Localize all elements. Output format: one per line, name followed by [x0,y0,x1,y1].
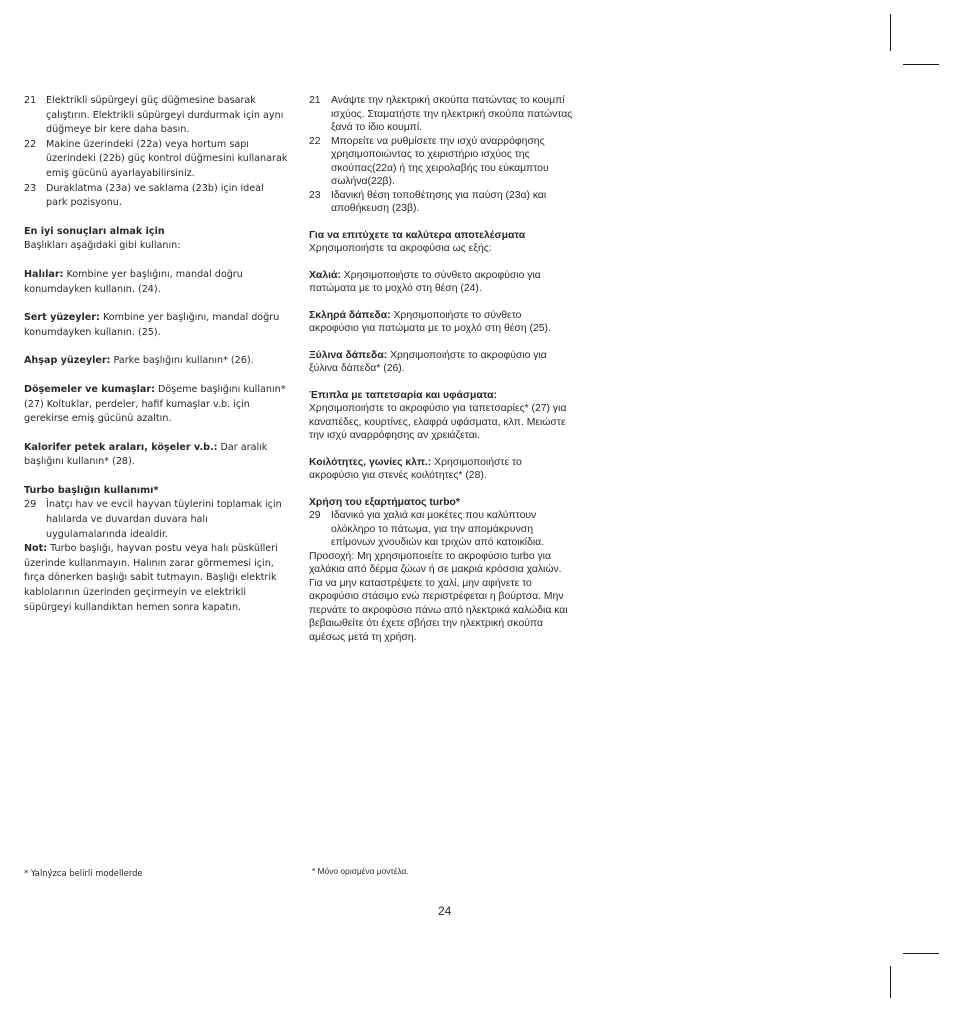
step-number: 21 [24,95,37,106]
step-number: 22 [309,135,321,147]
step-number: 21 [309,95,321,106]
step-22 [309,135,574,189]
step-number: 23 [24,182,37,194]
crop-mark-bottom-vertical [890,966,891,998]
step-21 [24,94,288,138]
use-crevices: Kalorifer petek araları, köşeler v.b.: Dar aralık başlığını kullanın* (28). [24,441,268,468]
step-22 [24,138,288,182]
use-upholstery: Döşemeler ve kumaşlar: Döşeme başlığını kullanın* (27) Koltuklar, perdeler, hafif kumaşlar v.b. için gerekirse emiş gücünü azaltın. [24,383,286,425]
turkish-footnote: * Yalnýzca belirli modellerde [24,868,143,878]
turbo-heading: Turbo başlığın kullanımı* [24,484,159,496]
step-text: Duraklatma (23a) ve saklama (23b) için ideal park pozisyonu. [46,182,264,209]
best-results-intro: Başlıkları aşağıdaki gibi kullanın: [24,240,181,252]
page-number: 24 [438,904,452,918]
turbo-note: Not: Turbo başlığı, hayvan postu veya halı püskülleri üzerinde kullanmayın. Halının zarar görmemesi için, fırça dönerken başlığı sabit tutmayın. Başlığı elektrik kablolarının üzerinden geçirmeyin ve elektrikli süpürgeyi kullandıktan hemen sonra kapatın. [24,543,278,613]
step-21 [309,94,574,135]
step-23 [24,182,288,211]
step-text: Ανάψτε την ηλεκτρική σκούπα πατώντας το κουμπί ισχύος. Σταματήστε την ηλεκτρική σκούπα πατώντας ξανά το ίδιο κουμπί. [331,95,573,133]
crop-mark-top-horizontal [903,64,939,65]
use-hard-floors: Σκληρά δάπεδα: Χρησιμοποιήστε το σύνθετο ακροφύσιο για πατώματα με το μοχλό στη θέση (25). [309,309,551,334]
crop-mark-top-vertical [890,14,891,51]
use-wood-floors: Ahşap yüzeyler: Parke başlığını kullanın* (26). [24,355,254,367]
use-crevices: Κοιλότητες, γωνίες κλπ.: Χρησιμοποιήστε το ακροφύσιο για στενές κοιλότητες* (28). [309,456,522,481]
step-23 [309,189,574,216]
step-text: Ιδανική θέση τοποθέτησης για παύση (23α) και αποθήκευση (23β). [331,189,547,214]
best-results-intro: Χρησιμοποιήστε τα ακροφύσια ως εξής: [309,243,492,254]
crop-mark-bottom-horizontal [903,953,939,954]
step-text: Ιδανικό για χαλιά και μοκέτες που καλύπτουν ολόκληρο το πάτωμα, για την απομάκρυνση επίμονων χνουδιών και τριχών από κατοικίδια. [331,510,545,548]
use-hard-floors: Sert yüzeyler: Kombine yer başlığını, mandal doğru konumdayken kullanın. (25). [24,312,280,338]
best-results-heading: Για να επιτύχετε τα καλύτερα αποτελέσματα [309,229,526,241]
use-carpets: Halılar: Kombine yer başlığını, mandal doğru konumdayken kullanın. (24). [24,268,243,295]
step-number: 22 [24,138,37,150]
use-upholstery: Έπιπλα με ταπετσαρία και υφάσματα: Χρησιμοποιήστε το ακροφύσιο για ταπετσαρίες* (27) για καναπέδες, κουρτίνες, ελαφρά υφάσματα, κλπ. Μειώστε την ισχύ αναρρόφησης αν χρειάζεται. [309,389,567,441]
use-wood-floors: Ξύλινα δάπεδα: Χρησιμοποιήστε το ακροφύσιο για ξύλινα δάπεδα* (26). [309,349,547,374]
turkish-column [24,94,288,615]
step-number: 29 [309,510,321,521]
best-results-heading: En iyi sonuçları almak için [24,225,165,237]
step-text: Elektrikli süpürgeyi güç düğmesine basarak çalıştırın. Elektrikli süpürgeyi durdurmak için aynı düğmeye bir kere daha basın. [46,95,284,136]
turbo-note: Προσοχή: Μη χρησιμοποιείτε το ακροφύσιο turbo για χαλάκια από δέρμα ζώων ή σε μακριά κρόσσια χαλιών. Για να μην καταστρέψετε το χαλί, μην αφήνετε το ακροφύσιο στάσιμο ενώ περιστρέφεται η βούρτσα. Μην περνάτε το ακροφύσιο πάνω από ηλεκτρικά καλώδια και βεβαιωθείτε ότι έχετε σβήσει την ηλεκτρική σκούπα αμέσως μετά τη χρήση. [309,550,568,643]
use-carpets: Χαλιά: Χρησιμοποιήστε το σύνθετο ακροφύσιο για πατώματα με το μοχλό στη θέση (24). [309,269,541,294]
step-number: 29 [24,499,37,511]
step-29 [309,509,574,550]
turbo-heading: Χρήση του εξαρτήματος turbo* [309,496,460,508]
step-text: Makine üzerindeki (22a) veya hortum sapı üzerindeki (22b) güç kontrol düğmesini kullanarak emiş gücünü ayarlayabilirsiniz. [46,138,288,179]
step-text: Μπορείτε να ρυθμίσετε την ισχύ αναρρόφησης χρησιμοποιώντας το χειριστήριο ισχύος της σκούπας(22α) ή της χειρολαβής του εύκαμπτου σωλήνα(22β). [331,135,549,187]
greek-column [309,94,574,644]
step-29 [24,498,288,542]
step-number: 23 [309,189,321,201]
greek-footnote: * Μόνο ορισμένα μοντέλα. [312,866,409,876]
step-text: İnatçı hav ve evcil hayvan tüylerini toplamak için halılarda ve duvardan duvara halı uygulamalarında idealdir. [46,499,282,540]
